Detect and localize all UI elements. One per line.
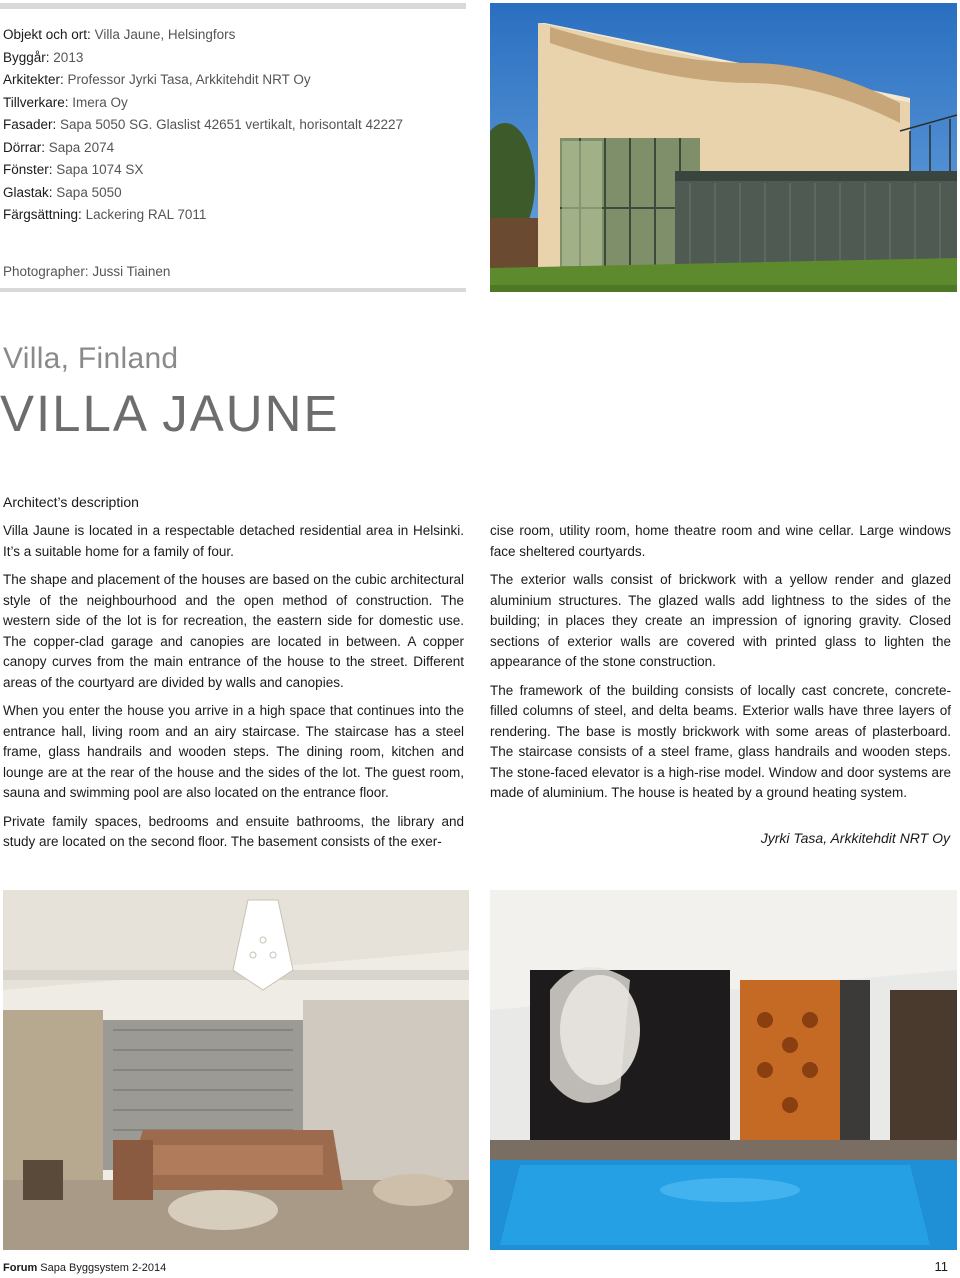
fact-windows: Fönster: Sapa 1074 SX xyxy=(3,162,144,177)
page-title: VILLA JAUNE xyxy=(0,385,340,442)
top-rule xyxy=(0,3,466,9)
exterior-photo xyxy=(490,3,957,292)
footer-brand: Forum xyxy=(3,1262,38,1274)
paragraph: Private family spaces, bedrooms and ensuite bathrooms, the library and study are located on the second floor. The basement consists of the exer- xyxy=(3,813,464,849)
paragraph: The framework of the building consists of locally cast concrete, concrete-filled columns of steel, and delta beams. Exterior walls have three layers of rendering. The base is mostly brickwork with some areas of plasterboard. The staircase consists of a steel frame, glass handrails and wooden steps. The stone-faced elevator is a high-rise model. Window and door systems are made of aluminium. The house is heated by a ground heating system. xyxy=(490,682,951,800)
body-column-left xyxy=(3,521,464,861)
fact-facades: Fasader: Sapa 5050 SG. Glaslist 42651 vertikalt, horisontalt 42227 xyxy=(3,117,404,132)
fact-object: Objekt och ort: Villa Jaune, Helsingfors xyxy=(3,27,236,42)
paragraph: When you enter the house you arrive in a high space that continues into the entrance hall, living room and an airy staircase. The staircase has a steel frame, glass handrails and wooden steps. The dining room, kitchen and lounge are at the rear of the house and the sides of the lot. The guest room, sauna and swimming pool are also located on the entrance floor. xyxy=(3,703,464,800)
page-number: 11 xyxy=(934,1259,948,1274)
paragraph: The shape and placement of the houses are based on the cubic architectural style of the neighbourhood and the open method of construction. The western side of the lot is for recreation, the eastern side for domestic use. The copper-clad garage and canopies are located in between. A copper canopy curves from the main entrance of the house to the street. Different areas of the courtyard are divided by walls and canopies. xyxy=(3,572,464,690)
pool-photo xyxy=(490,890,957,1250)
footer-publication xyxy=(3,1262,166,1274)
fact-color: Färgsättning: Lackering RAL 7011 xyxy=(3,207,207,222)
author-signature: Jyrki Tasa, Arkkitehdit NRT Oy xyxy=(760,830,950,846)
paragraph: cise room, utility room, home theatre room and wine cellar. Large windows face sheltered courtyards. xyxy=(490,523,951,559)
paragraph: The exterior walls consist of brickwork with a yellow render and glazed aluminium structures. The glazed walls add lightness to the sides of the building; in places they create an impression of ignoring gravity. Closed sections of exterior walls are covered with printed glass to lighten the appearance of the stone construction. xyxy=(490,572,951,669)
body-column-right xyxy=(490,521,951,812)
exterior-illustration xyxy=(490,3,957,292)
fact-built: Byggår: 2013 xyxy=(3,49,84,65)
footer-issue: Sapa Byggsystem 2-2014 xyxy=(40,1262,167,1274)
living-room-photo xyxy=(3,890,469,1250)
fact-manufacturer: Tillverkare: Imera Oy xyxy=(3,94,128,110)
page-subtitle: Villa, Finland xyxy=(3,342,179,375)
paragraph: Villa Jaune is located in a respectable detached residential area in Helsinki. It’s a suitable home for a family of four. xyxy=(3,523,464,559)
fact-doors: Dörrar: Sapa 2074 xyxy=(3,139,115,155)
project-facts xyxy=(3,24,465,227)
photographer-credit: Photographer: Jussi Tiainen xyxy=(3,264,171,279)
fact-glazed-roof: Glastak: Sapa 5050 xyxy=(3,184,122,200)
pool-illustration xyxy=(490,890,957,1250)
meta-bottom-rule xyxy=(0,288,466,292)
living-room-illustration xyxy=(3,890,469,1250)
section-heading: Architect’s description xyxy=(3,494,139,510)
fact-architects: Arkitekter: Professor Jyrki Tasa, Arkkitehdit NRT Oy xyxy=(3,72,311,87)
